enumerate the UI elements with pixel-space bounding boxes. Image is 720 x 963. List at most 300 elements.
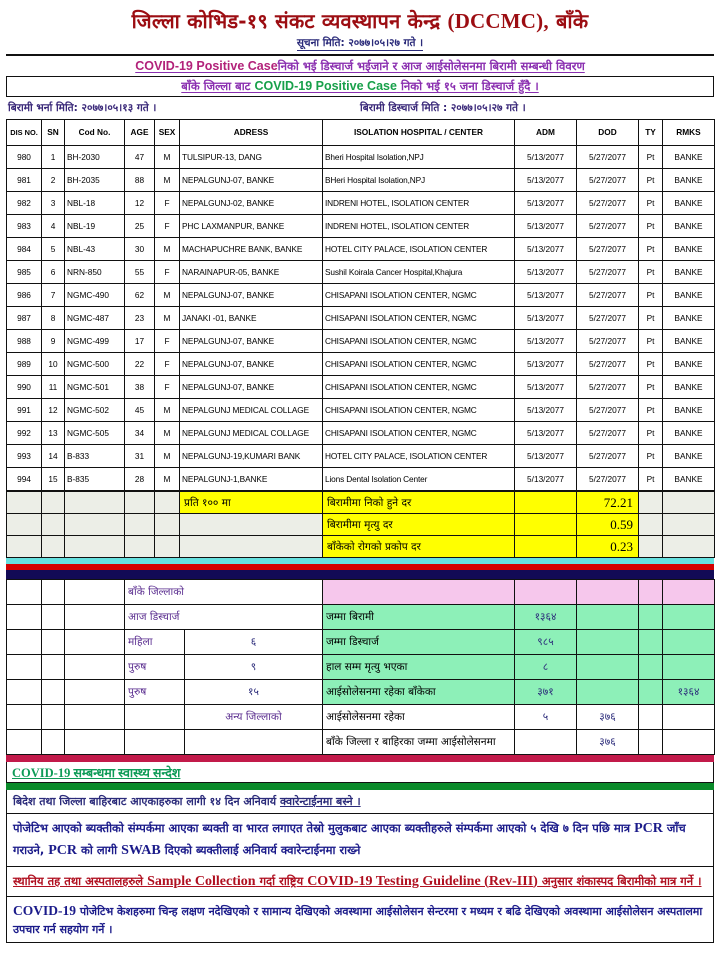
cell-rmks: BANKE: [663, 330, 715, 353]
cell-sex: F: [155, 192, 180, 215]
page-title-en: (DCCMC),: [447, 9, 549, 33]
cell-center: BHeri Hospital Isolation,NPJ: [323, 169, 515, 192]
rates-body: [7, 492, 715, 558]
rate-value: 0.23: [577, 536, 639, 558]
spacer-cell: [65, 580, 125, 605]
cell-ty: Pt: [639, 307, 663, 330]
cell-address: NEPALGUNJ-07, BANKE: [180, 353, 323, 376]
col-code: Cod No.: [65, 120, 125, 146]
banner-line-2-box: [6, 76, 714, 97]
table-row: [7, 468, 715, 491]
cell-center: CHISAPANI ISOLATION CENTER, NGMC: [323, 422, 515, 445]
cell-sn: 1: [42, 146, 65, 169]
spacer-cell: [639, 514, 663, 536]
cell-rmks: BANKE: [663, 238, 715, 261]
cell-adm: 5/13/2077: [515, 215, 577, 238]
table-row: [7, 169, 715, 192]
cell-ty: Pt: [639, 468, 663, 491]
summary-label: बाँके जिल्ला र बाहिरका जम्मा आईसोलेसनमा: [323, 730, 515, 755]
summary-body: [7, 580, 715, 755]
message-2-a: पोजेटिभ आएको ब्यक्तीको संम्पर्कमा आएका ब्यक्ती वा भारत लगाएत तेस्रो मुलुकबाट आएका ब्यक्तीहरुले संम्पर्कमा आएको ५ देखि ७ दिन पछि मात्र: [13, 821, 635, 836]
cell-rmks: BANKE: [663, 261, 715, 284]
summary-label: आईसोलेसनमा रहेका बाँकेका: [323, 680, 515, 705]
cell-dod: 5/27/2077: [577, 169, 639, 192]
total-label: पुरुष: [125, 680, 185, 705]
summary-label: जम्मा बिरामी: [323, 605, 515, 630]
spacer-cell: [42, 705, 65, 730]
cell-dod: 5/27/2077: [577, 445, 639, 468]
health-message-heading-text: COVID-19 सम्बन्धमा स्वास्थ्य सन्देश: [12, 766, 181, 781]
summary-spacer: [639, 655, 663, 680]
message-2-e: को लागी: [77, 842, 122, 857]
cell-dod: 5/27/2077: [577, 146, 639, 169]
message-1-underline: क्वारेन्टाईनमा बस्ने ।: [279, 795, 361, 809]
male-label: पुरुष: [125, 655, 185, 680]
cell-age: 12: [125, 192, 155, 215]
crimson-divider: [6, 755, 714, 762]
message-3-guideline: COVID-19 Testing Guideline (Rev-III): [307, 873, 538, 889]
cell-sex: M: [155, 307, 180, 330]
message-1-text: बिदेश तथा जिल्ला बाहिरबाट आएकाहरुका लागी १४ दिन अनिवार्य: [13, 795, 280, 809]
message-3-a: स्थानिय तह तथा अस्पतालहरुले: [13, 873, 148, 888]
cell-ty: Pt: [639, 238, 663, 261]
cell-rmks: BANKE: [663, 146, 715, 169]
cell-rmks: BANKE: [663, 399, 715, 422]
col-age: AGE: [125, 120, 155, 146]
cell-dod: 5/27/2077: [577, 284, 639, 307]
cell-age: 62: [125, 284, 155, 307]
cell-code: NBL-43: [65, 238, 125, 261]
message-2-pcr2: PCR: [48, 842, 77, 858]
banner-line-2: [7, 79, 713, 94]
spacer-cell: [42, 605, 65, 630]
cell-code: NGMC-499: [65, 330, 125, 353]
summary-spacer: [639, 630, 663, 655]
spacer-cell: [7, 730, 42, 755]
cell-rmks: BANKE: [663, 468, 715, 491]
col-dis-no: DIS NO.: [7, 120, 42, 146]
per-hundred-cell: [180, 536, 323, 558]
summary-extra: ३७६: [577, 730, 639, 755]
cell-code: NGMC-500: [65, 353, 125, 376]
table-row: [7, 445, 715, 468]
message-3-c: गर्दा राष्ट्रिय: [255, 873, 308, 888]
message-4-covid: COVID-19: [13, 902, 76, 918]
rate-spacer: [515, 514, 577, 536]
message-3-e: अनुसार शंकास्पद बिरामीको मात्र गर्ने ।: [537, 873, 702, 888]
cell-ty: Pt: [639, 192, 663, 215]
banner2-en: COVID-19 Positive Case: [254, 79, 397, 94]
cell-adm: 5/13/2077: [515, 376, 577, 399]
message-4-b: पोजेटिभ केशहरुमा चिन्ह लक्षण नदेखिएको र सामान्य देखिएको अवस्थामा आईसोलेसन सेन्टरमा र मध्यम र बढि देखिएको अवस्थामा आईसोलेसन अस्पतालमा उपचार गर्न सहयोग गर्ने ।: [13, 904, 703, 937]
col-address: ADRESS: [180, 120, 323, 146]
spacer-cell: [125, 536, 155, 558]
spacer-cell: [639, 536, 663, 558]
cell-dod: 5/27/2077: [577, 330, 639, 353]
spacer-cell: [155, 536, 180, 558]
spacer-cell: [7, 580, 42, 605]
spacer-cell: [7, 514, 42, 536]
spacer-cell: [42, 514, 65, 536]
cell-rmks: BANKE: [663, 307, 715, 330]
cell-age: 23: [125, 307, 155, 330]
cell-sn: 15: [42, 468, 65, 491]
cell-sn: 13: [42, 422, 65, 445]
spacer-cell: [155, 514, 180, 536]
admit-date: बिरामी भर्ना मिति: २०७७।०५।१३ गते ।: [8, 102, 157, 115]
summary-extra: [577, 630, 639, 655]
spacer-cell: [42, 630, 65, 655]
page-title: [6, 0, 714, 33]
summary-far: [663, 630, 715, 655]
summary-far: १३६४: [663, 680, 715, 705]
cell-adm: 5/13/2077: [515, 284, 577, 307]
cell-sex: F: [155, 353, 180, 376]
spacer-cell: [65, 536, 125, 558]
cell-ty: Pt: [639, 169, 663, 192]
banner-line-1: [6, 56, 714, 76]
spacer-cell: [7, 605, 42, 630]
cell-dis_no: 980: [7, 146, 42, 169]
cell-age: 45: [125, 399, 155, 422]
rate-spacer: [515, 492, 577, 514]
cell-code: NBL-18: [65, 192, 125, 215]
summary-row: [7, 655, 715, 680]
cell-rmks: BANKE: [663, 215, 715, 238]
cell-code: NGMC-487: [65, 307, 125, 330]
cell-dis_no: 994: [7, 468, 42, 491]
male-value: ९: [185, 655, 323, 680]
banner1-en: COVID-19 Positive Case: [135, 59, 278, 74]
spacer-cell: [65, 705, 125, 730]
rate-spacer: [515, 536, 577, 558]
summary-row: [7, 580, 715, 605]
message-2-pcr1: PCR: [634, 821, 663, 837]
cell-adm: 5/13/2077: [515, 307, 577, 330]
cell-age: 38: [125, 376, 155, 399]
pink-cell: [639, 580, 663, 605]
cell-code: NRN-850: [65, 261, 125, 284]
message-3: [6, 867, 714, 897]
cell-dod: 5/27/2077: [577, 399, 639, 422]
cell-dis_no: 982: [7, 192, 42, 215]
spacer-cell: [65, 630, 125, 655]
spacer-cell: [185, 730, 323, 755]
message-2-g: दिएको ब्यक्तीलाई अनिवार्य क्वारेन्टाईनमा राख्ने: [160, 842, 361, 857]
green-divider: [6, 783, 714, 790]
cell-ty: Pt: [639, 146, 663, 169]
spacer-cell: [7, 630, 42, 655]
spacer-cell: [42, 536, 65, 558]
summary-table: [6, 579, 715, 755]
cell-age: 28: [125, 468, 155, 491]
cell-code: NGMC-490: [65, 284, 125, 307]
date-row: [6, 97, 714, 119]
summary-value: ५: [515, 705, 577, 730]
cell-center: INDRENI HOTEL, ISOLATION CENTER: [323, 192, 515, 215]
spacer-cell: [42, 655, 65, 680]
cell-adm: 5/13/2077: [515, 192, 577, 215]
cell-address: NEPALGUNJ-07, BANKE: [180, 169, 323, 192]
cell-ty: Pt: [639, 422, 663, 445]
cell-ty: Pt: [639, 330, 663, 353]
cell-code: NGMC-505: [65, 422, 125, 445]
summary-far: [663, 605, 715, 630]
spacer-cell: [7, 492, 42, 514]
cell-center: HOTEL CITY PALACE, ISOLATION CENTER: [323, 238, 515, 261]
cell-center: CHISAPANI ISOLATION CENTER, NGMC: [323, 376, 515, 399]
message-2: [6, 814, 714, 866]
cell-address: NEPALGUNJ-1,BANKE: [180, 468, 323, 491]
summary-extra: [577, 655, 639, 680]
cell-sn: 5: [42, 238, 65, 261]
spacer-cell: [125, 492, 155, 514]
cell-dod: 5/27/2077: [577, 192, 639, 215]
banner2-np-a: बाँके जिल्ला बाट: [181, 79, 251, 94]
cell-sn: 11: [42, 376, 65, 399]
cell-dod: 5/27/2077: [577, 468, 639, 491]
table-row: [7, 353, 715, 376]
summary-value: ३७१: [515, 680, 577, 705]
col-ty: TY: [639, 120, 663, 146]
cell-dis_no: 984: [7, 238, 42, 261]
spacer-cell: [42, 680, 65, 705]
spacer-cell: [663, 492, 715, 514]
cell-center: CHISAPANI ISOLATION CENTER, NGMC: [323, 399, 515, 422]
message-3-sample: Sample Collection: [147, 873, 256, 889]
cell-age: 31: [125, 445, 155, 468]
cell-address: PHC LAXMANPUR, BANKE: [180, 215, 323, 238]
cell-dod: 5/27/2077: [577, 261, 639, 284]
spacer-cell: [125, 730, 185, 755]
cell-rmks: BANKE: [663, 376, 715, 399]
cell-dod: 5/27/2077: [577, 238, 639, 261]
rate-value: 72.21: [577, 492, 639, 514]
spacer-cell: [65, 655, 125, 680]
cell-center: CHISAPANI ISOLATION CENTER, NGMC: [323, 307, 515, 330]
cell-address: NEPALGUNJ-07, BANKE: [180, 284, 323, 307]
rate-label: बाँकेको रोगको प्रकोप दर: [323, 536, 515, 558]
summary-value: ९८५: [515, 630, 577, 655]
summary-row: [7, 705, 715, 730]
summary-spacer: [639, 680, 663, 705]
spacer-cell: [65, 492, 125, 514]
table-header-row: [7, 120, 715, 146]
cell-dis_no: 981: [7, 169, 42, 192]
table-row: [7, 261, 715, 284]
summary-row: [7, 630, 715, 655]
cell-dis_no: 985: [7, 261, 42, 284]
cell-sex: M: [155, 445, 180, 468]
stripe-navy: [6, 570, 714, 579]
cell-adm: 5/13/2077: [515, 468, 577, 491]
summary-row: [7, 605, 715, 630]
cell-adm: 5/13/2077: [515, 353, 577, 376]
message-2-swab: SWAB: [121, 842, 161, 858]
cell-code: BH-2035: [65, 169, 125, 192]
cell-dis_no: 986: [7, 284, 42, 307]
cell-address: NEPALGUNJ-19,KUMARI BANK: [180, 445, 323, 468]
cell-age: 25: [125, 215, 155, 238]
spacer-cell: [65, 730, 125, 755]
message-2-c: जाँच गराउने,: [13, 821, 686, 857]
cell-code: B-835: [65, 468, 125, 491]
spacer-cell: [42, 492, 65, 514]
col-center: ISOLATION HOSPITAL / CENTER: [323, 120, 515, 146]
cell-center: CHISAPANI ISOLATION CENTER, NGMC: [323, 330, 515, 353]
cell-adm: 5/13/2077: [515, 146, 577, 169]
female-label: महिला: [125, 630, 185, 655]
message-1: [6, 790, 714, 814]
cell-sn: 6: [42, 261, 65, 284]
cell-dis_no: 989: [7, 353, 42, 376]
cell-sex: F: [155, 215, 180, 238]
female-value: ६: [185, 630, 323, 655]
table-row: [7, 307, 715, 330]
health-message-head-box: [6, 762, 714, 783]
cell-sex: M: [155, 422, 180, 445]
summary-extra: [577, 680, 639, 705]
cell-address: NEPALGUNJ-07, BANKE: [180, 376, 323, 399]
table-row: [7, 399, 715, 422]
summary-far: [663, 730, 715, 755]
notice-date: [6, 36, 714, 50]
cell-address: NEPALGUNJ-02, BANKE: [180, 192, 323, 215]
table-row: [7, 215, 715, 238]
cell-sn: 3: [42, 192, 65, 215]
cell-dis_no: 983: [7, 215, 42, 238]
cell-sex: F: [155, 376, 180, 399]
cell-code: NBL-19: [65, 215, 125, 238]
table-row: [7, 192, 715, 215]
cell-dis_no: 991: [7, 399, 42, 422]
summary-label: आईसोलेसनमा रहेका: [323, 705, 515, 730]
pink-cell: [323, 580, 515, 605]
cell-address: JANAKI -01, BANKE: [180, 307, 323, 330]
table-row: [7, 238, 715, 261]
summary-spacer: [639, 730, 663, 755]
cell-adm: 5/13/2077: [515, 261, 577, 284]
spacer-cell: [7, 655, 42, 680]
cell-rmks: BANKE: [663, 445, 715, 468]
cell-sn: 14: [42, 445, 65, 468]
cell-ty: Pt: [639, 284, 663, 307]
spacer-cell: [65, 605, 125, 630]
cell-sn: 4: [42, 215, 65, 238]
discharge-date: बिरामी डिस्चार्ज मिति : २०७७।०५।२७ गते ।: [360, 102, 526, 115]
cell-sex: M: [155, 284, 180, 307]
summary-label: हाल सम्म मृत्यु भएका: [323, 655, 515, 680]
col-rmks: RMKS: [663, 120, 715, 146]
rate-row: [7, 514, 715, 536]
col-adm: ADM: [515, 120, 577, 146]
cell-center: Sushil Koirala Cancer Hospital,Khajura: [323, 261, 515, 284]
cell-sex: F: [155, 330, 180, 353]
cell-sn: 10: [42, 353, 65, 376]
cell-adm: 5/13/2077: [515, 445, 577, 468]
spacer-cell: [639, 492, 663, 514]
cell-age: 30: [125, 238, 155, 261]
summary-value: [515, 730, 577, 755]
cell-dis_no: 990: [7, 376, 42, 399]
summary-row: [7, 730, 715, 755]
cell-ty: Pt: [639, 261, 663, 284]
cell-dis_no: 988: [7, 330, 42, 353]
cell-adm: 5/13/2077: [515, 330, 577, 353]
cell-dod: 5/27/2077: [577, 422, 639, 445]
cell-sex: M: [155, 399, 180, 422]
today-discharge-label: आज डिस्चार्ज: [125, 605, 323, 630]
cell-address: MACHAPUCHRE BANK, BANKE: [180, 238, 323, 261]
cell-rmks: BANKE: [663, 284, 715, 307]
cell-adm: 5/13/2077: [515, 399, 577, 422]
rate-row: [7, 536, 715, 558]
patients-table-body: [7, 146, 715, 491]
cell-center: CHISAPANI ISOLATION CENTER, NGMC: [323, 353, 515, 376]
table-row: [7, 146, 715, 169]
cell-center: CHISAPANI ISOLATION CENTER, NGMC: [323, 284, 515, 307]
spacer-cell: [155, 492, 180, 514]
cell-sn: 7: [42, 284, 65, 307]
total-value: १५: [185, 680, 323, 705]
cell-adm: 5/13/2077: [515, 169, 577, 192]
spacer-cell: [125, 705, 185, 730]
cell-age: 55: [125, 261, 155, 284]
rate-label: बिरामीमा मृत्यु दर: [323, 514, 515, 536]
cell-code: NGMC-502: [65, 399, 125, 422]
cell-sex: M: [155, 468, 180, 491]
cell-sex: M: [155, 238, 180, 261]
cell-dis_no: 992: [7, 422, 42, 445]
cell-address: NARAINAPUR-05, BANKE: [180, 261, 323, 284]
cell-ty: Pt: [639, 376, 663, 399]
summary-spacer: [639, 605, 663, 630]
cell-center: INDRENI HOTEL, ISOLATION CENTER: [323, 215, 515, 238]
per-hundred-cell: प्रति १०० मा: [180, 492, 323, 514]
notice-date-text: सूचना मिति: २०७७।०५।२७ गते ।: [296, 37, 424, 50]
spacer-cell: [65, 680, 125, 705]
col-dod: DOD: [577, 120, 639, 146]
spacer-cell: [42, 730, 65, 755]
banner2-np-b: निको भई १५ जना डिस्चार्ज हुँदै ।: [400, 79, 539, 94]
cell-dod: 5/27/2077: [577, 376, 639, 399]
cell-sn: 8: [42, 307, 65, 330]
cell-dod: 5/27/2077: [577, 215, 639, 238]
table-row: [7, 284, 715, 307]
cell-sex: M: [155, 169, 180, 192]
district-label: बाँके जिल्लाको: [125, 580, 323, 605]
cell-ty: Pt: [639, 215, 663, 238]
cell-center: Bheri Hospital Isolation,NPJ: [323, 146, 515, 169]
spacer-cell: [7, 705, 42, 730]
message-4: [6, 897, 714, 944]
cell-adm: 5/13/2077: [515, 422, 577, 445]
cell-dis_no: 993: [7, 445, 42, 468]
cell-sn: 12: [42, 399, 65, 422]
banner1-np: निको भई डिस्चार्ज भईजाने र आज आईसोलेसनमा बिरामी सम्बन्धी विवरण: [277, 59, 585, 74]
summary-far: [663, 705, 715, 730]
summary-value: १३६४: [515, 605, 577, 630]
cell-rmks: BANKE: [663, 169, 715, 192]
cell-address: TULSIPUR-13, DANG: [180, 146, 323, 169]
cell-address: NEPALGUNJ MEDICAL COLLAGE: [180, 422, 323, 445]
cell-rmks: BANKE: [663, 192, 715, 215]
cell-address: NEPALGUNJ-07, BANKE: [180, 330, 323, 353]
cell-age: 22: [125, 353, 155, 376]
cell-age: 17: [125, 330, 155, 353]
summary-extra: [577, 605, 639, 630]
cell-code: NGMC-501: [65, 376, 125, 399]
